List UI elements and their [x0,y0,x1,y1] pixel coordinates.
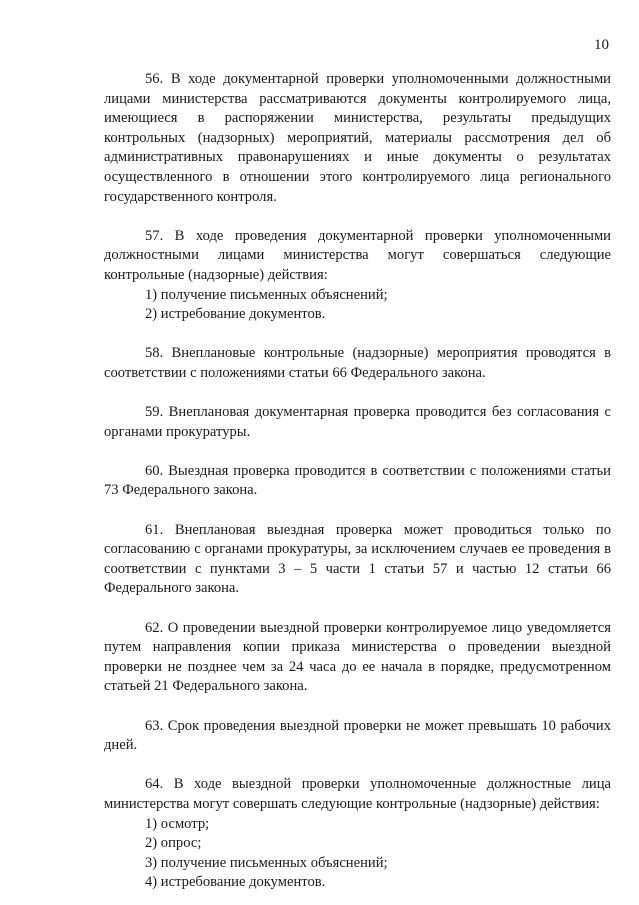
paragraph-64-item-4: 4) истребование документов. [145,874,326,891]
paragraph-58: 58. Внеплановые контрольные (надзорные) мероприятия проводятся в соответствии с положениями статьи 66 Федерального закона. [104,345,611,381]
paragraph-61: 61. Внеплановая выездная проверка может проводиться только по согласованию с органами прокуратуры, за исключением случаев ее проведения в соответствии с пунктами 3 – 5 части 1 статьи 57 и частью 12 статьи 66 Федерального закона. [104,521,611,597]
paragraph-59: 59. Внеплановая документарная проверка проводится без согласования с органами прокуратуры. [104,404,611,440]
page-number: 10 [594,37,609,53]
paragraph-57: 57. В ходе проведения документарной проверки уполномоченными должностными лицами министерства могут совершаться следующие контрольные (надзорные) действия: [104,227,611,283]
paragraph-63: 63. Срок проведения выездной проверки не может превышать 10 рабочих дней. [104,717,611,754]
paragraph-64: 64. В ходе выездной проверки уполномоченные должностные лица министерства могут совершать следующие контрольные (надзорные) действия: [104,776,611,812]
paragraph-64-item-2: 2) опрос; [145,835,202,852]
paragraph-64-item-3: 3) получение письменных объяснений; [145,854,388,871]
document-body [104,70,611,893]
paragraph-57-item-2: 2) истребование документов. [145,306,326,323]
paragraph-62: 62. О проведении выездной проверки контролируемое лицо уведомляется путем направления копии приказа министерства о проведении выездной проверки не позднее чем за 24 часа до ее начала в порядке, предусмотренном статьей 21 Федерального закона. [104,619,611,695]
paragraph-56: 56. В ходе документарной проверки уполномоченными должностными лицами министерства рассматриваются документы контролируемого лица, имеющиеся в распоряжении министерства, результаты предыдущих контрольных (надзорных) мероприятий, материалы рассмотрения дел об административных правонарушениях и иные документы о результатах осуществленного в отношении этого контролируемого лица регионального государственного контроля. [104,71,611,205]
paragraph-64-item-1: 1) осмотр; [145,815,210,832]
paragraph-60: 60. Выездная проверка проводится в соответствии с положениями статьи 73 Федерального закона. [104,462,611,499]
paragraph-57-item-1: 1) получение письменных объяснений; [145,286,388,303]
